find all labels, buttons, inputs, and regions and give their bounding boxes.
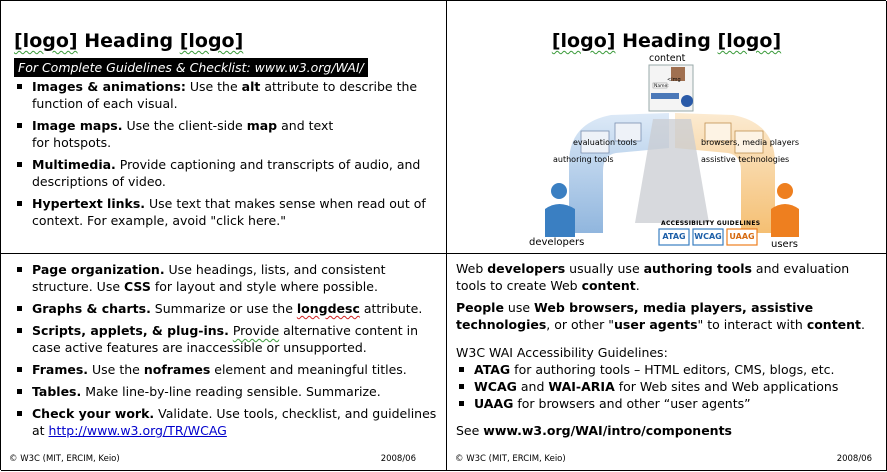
wcag-link[interactable]: http://www.w3.org/TR/WCAG bbox=[48, 423, 227, 438]
label-content: content bbox=[649, 53, 686, 64]
label-assistive-tech: assistive technologies bbox=[701, 155, 790, 164]
bottom-left-list bbox=[14, 261, 439, 444]
list-item: Check your work. Validate. Use tools, checklist, and guidelines at http://www.w3.org/TR/WCAG bbox=[14, 405, 439, 439]
label-name-field: Name: bbox=[654, 84, 669, 89]
list-item: Graphs & charts. Summarize or use the longdesc attribute. bbox=[14, 300, 439, 317]
top-left-list bbox=[14, 78, 434, 229]
guidelines-list bbox=[456, 361, 881, 412]
list-item: Page organization. Use headings, lists, and consistent structure. Use CSS for layout and style where possible. bbox=[14, 261, 439, 295]
date: 2008/06 bbox=[380, 454, 416, 464]
list-item: Scripts, applets, & plug-ins. Provide alternative content in case active features are inaccessible or unsupported. bbox=[14, 322, 439, 356]
label-browsers: browsers, media players bbox=[701, 138, 800, 147]
logo-placeholder-right: [logo] bbox=[179, 30, 244, 52]
see-components: See www.w3.org/WAI/intro/components bbox=[456, 423, 732, 438]
guidelines-banner: For Complete Guidelines & Checklist: www.w3.org/WAI/ bbox=[14, 58, 368, 77]
developer-head bbox=[551, 183, 567, 199]
label-users: users bbox=[771, 239, 799, 250]
top-right-panel bbox=[447, 1, 887, 254]
top-left-heading bbox=[14, 29, 434, 53]
paragraph-developers: Web developers usually use authoring tools and evaluation tools to create Web content. bbox=[456, 261, 850, 293]
label-authoring-tools: authoring tools bbox=[553, 155, 614, 164]
list-item: Image maps. Use the client-side map and text for hotspots. bbox=[14, 117, 434, 151]
accessibility-components-diagram bbox=[529, 53, 803, 253]
list-item: WCAG and WAI-ARIA for Web sites and Web applications bbox=[456, 378, 881, 395]
logo-placeholder-right: [logo] bbox=[717, 30, 782, 52]
label-developers: developers bbox=[529, 237, 585, 248]
list-item: Multimedia. Provide captioning and transcripts of audio, and descriptions of video. bbox=[14, 156, 434, 190]
components-link[interactable]: www.w3.org/WAI/intro/components bbox=[483, 423, 732, 438]
date: 2008/06 bbox=[836, 454, 872, 464]
user-head bbox=[777, 183, 793, 199]
copyright: © W3C (MIT, ERCIM, Keio) bbox=[455, 454, 566, 464]
logo-placeholder-left: [logo] bbox=[551, 30, 616, 52]
copyright: © W3C (MIT, ERCIM, Keio) bbox=[9, 454, 120, 464]
heading-text: Heading bbox=[622, 30, 711, 52]
footer bbox=[455, 454, 872, 464]
list-item: UAAG for browsers and other “user agents” bbox=[456, 395, 881, 412]
heading-text: Heading bbox=[84, 30, 174, 52]
bottom-right-panel bbox=[447, 254, 887, 471]
list-item: Tables. Make line-by-line reading sensible. Summarize. bbox=[14, 383, 439, 400]
content-pie bbox=[681, 95, 693, 107]
label-evaluation-tools: evaluation tools bbox=[573, 138, 637, 147]
label-atag: ATAG bbox=[662, 232, 686, 241]
label-uaag: UAAG bbox=[729, 232, 755, 241]
top-left-panel bbox=[1, 1, 447, 254]
list-item: Images & animations: Use the alt attribute to describe the function of each visual. bbox=[14, 78, 434, 112]
list-item: Frames. Use the noframes element and meaningful titles. bbox=[14, 361, 439, 378]
user-body bbox=[771, 204, 799, 237]
label-wcag: WCAG bbox=[694, 232, 722, 241]
top-right-heading bbox=[447, 29, 886, 53]
label-accessibility-guidelines: ACCESSIBILITY GUIDELINES bbox=[661, 220, 761, 227]
content-bar bbox=[651, 93, 679, 99]
bottom-left-panel bbox=[1, 254, 447, 471]
footer bbox=[9, 454, 416, 464]
developer-body bbox=[545, 204, 575, 237]
guidelines-title: W3C WAI Accessibility Guidelines: bbox=[456, 345, 668, 360]
paragraph-people: People use Web browsers, media players, assistive technologies, or other "user agents" to interact with content. bbox=[456, 300, 866, 332]
logo-placeholder-left: [logo] bbox=[14, 30, 78, 52]
list-item: ATAG for authoring tools – HTML editors, CMS, blogs, etc. bbox=[456, 361, 881, 378]
list-item: Hypertext links. Use text that makes sense when read out of context. For example, avoid "click here." bbox=[14, 195, 434, 229]
label-img-tag: <img bbox=[667, 77, 681, 83]
